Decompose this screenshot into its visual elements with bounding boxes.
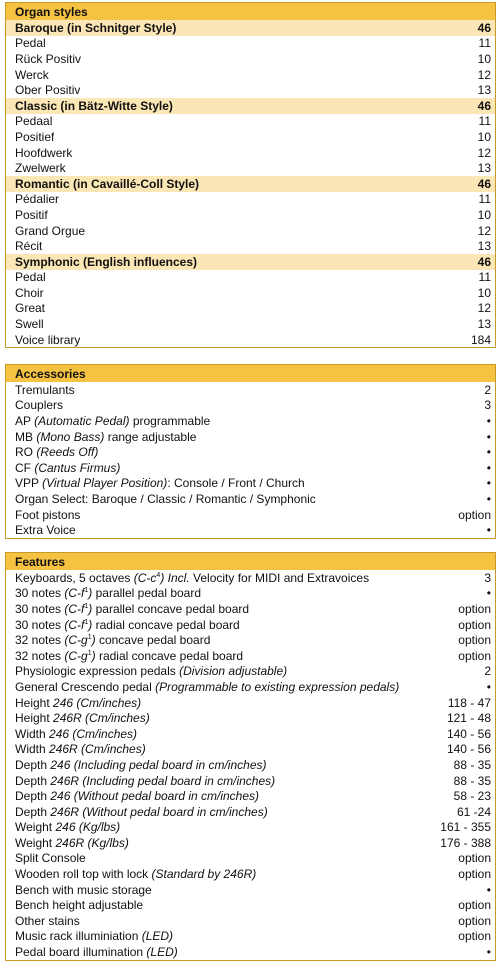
row-value: 58 - 23	[453, 789, 491, 804]
row-label: Positif	[15, 207, 48, 222]
feature-row	[6, 866, 495, 882]
features-rows	[6, 570, 495, 960]
row-label	[15, 398, 63, 412]
row-value: 13	[477, 317, 491, 332]
feature-row	[6, 601, 495, 617]
label-part: programmable	[129, 413, 211, 428]
division-row	[6, 285, 495, 301]
division-row	[6, 332, 495, 348]
label-part: 30 notes	[15, 586, 65, 601]
row-label	[15, 414, 210, 428]
row-value: option	[458, 929, 491, 944]
row-label: Zwelwerk	[15, 161, 66, 176]
row-value: •	[486, 523, 491, 538]
label-part: General Crescendo pedal	[15, 679, 156, 694]
label-part: 246R (Cm/inches)	[53, 711, 150, 726]
row-label: Choir	[15, 285, 44, 300]
accessories-header	[6, 365, 495, 382]
row-value: 140 - 56	[446, 742, 491, 757]
row-label	[15, 929, 173, 943]
superscript: 1	[84, 587, 89, 595]
accessory-row	[6, 507, 495, 523]
superscript: 1	[87, 634, 92, 642]
label-part: 246R (Without pedal board in cm/inches)	[50, 804, 268, 819]
label-part: Weight	[15, 820, 56, 835]
row-label	[15, 898, 143, 912]
row-label	[15, 945, 178, 959]
label-part: Foot pistons	[15, 507, 81, 522]
accessory-row	[6, 444, 495, 460]
feature-row	[6, 929, 495, 945]
row-label: Baroque (in Schnitger Style)	[15, 20, 177, 35]
accessory-row	[6, 476, 495, 492]
accessory-row	[6, 429, 495, 445]
organ-styles-table	[5, 2, 496, 348]
row-label	[15, 742, 146, 756]
row-value: 11	[478, 192, 491, 207]
label-part: 246 (Cm/inches)	[53, 695, 142, 710]
label-part: )	[160, 570, 165, 585]
label-part: RO	[15, 445, 37, 460]
row-value: 13	[477, 83, 491, 98]
feature-row	[6, 944, 495, 960]
row-value: 3	[484, 570, 491, 585]
label-part: )	[91, 633, 96, 648]
row-value: 11	[478, 36, 491, 51]
label-part: Velocity for MIDI and Extravoices	[189, 570, 370, 585]
row-value: •	[486, 882, 491, 897]
division-row	[6, 238, 495, 254]
row-label: Swell	[15, 317, 44, 332]
style-group-row	[6, 98, 495, 114]
label-part: (Automatic Pedal)	[34, 413, 130, 428]
row-value: 10	[477, 285, 491, 300]
feature-row	[6, 617, 495, 633]
label-part: concave pedal board	[95, 633, 211, 648]
division-row	[6, 129, 495, 145]
label-part: (C-g	[64, 633, 88, 648]
superscript: 4	[156, 571, 161, 579]
row-value: 12	[477, 223, 491, 238]
feature-row	[6, 726, 495, 742]
row-label: Classic (in Bätz-Witte Style)	[15, 98, 173, 113]
row-value: option	[458, 851, 491, 866]
row-label	[15, 476, 305, 490]
label-part: )	[88, 601, 93, 616]
feature-row	[6, 882, 495, 898]
accessory-row	[6, 413, 495, 429]
style-group-row	[6, 254, 495, 270]
row-label	[15, 836, 129, 850]
row-value: 11	[478, 270, 491, 285]
label-part: Music rack illuminiation	[15, 929, 142, 944]
feature-row	[6, 788, 495, 804]
label-part: Weight	[15, 835, 56, 850]
label-part: Height	[15, 711, 54, 726]
row-label	[15, 789, 259, 803]
division-row	[6, 67, 495, 83]
label-part: 246 (Without pedal board in cm/inches)	[50, 789, 260, 804]
label-part: )	[88, 586, 93, 601]
label-part: (Division adjustable)	[179, 664, 288, 679]
row-label: Pédalier	[15, 192, 60, 207]
accessories-rows	[6, 382, 495, 538]
division-row	[6, 114, 495, 130]
row-label	[15, 508, 80, 522]
label-part: AP	[15, 413, 35, 428]
row-value: 12	[477, 67, 491, 82]
features-header	[6, 553, 495, 570]
label-part: 32 notes	[15, 633, 65, 648]
row-value: 161 - 355	[440, 820, 491, 835]
row-value: 88 - 35	[453, 773, 491, 788]
accessory-row	[6, 398, 495, 414]
label-part: 246 (Cm/inches)	[49, 726, 138, 741]
row-label	[15, 727, 137, 741]
row-label	[15, 696, 141, 710]
label-part: VPP	[15, 476, 43, 491]
label-part: 246 (Including pedal board in cm/inches)	[50, 757, 267, 772]
label-part: Depth	[15, 804, 51, 819]
label-part: Organ Select: Baroque / Classic / Romantic / Symphonic	[15, 491, 316, 506]
superscript: 1	[84, 602, 89, 610]
row-value: 88 - 35	[453, 757, 491, 772]
row-value: 121 - 48	[446, 711, 491, 726]
label-part: radial concave pedal board	[92, 617, 240, 632]
row-label	[15, 711, 150, 725]
label-part: 30 notes	[15, 617, 65, 632]
row-label: Werck	[15, 67, 49, 82]
feature-row	[6, 851, 495, 867]
label-part: 30 notes	[15, 601, 65, 616]
row-label	[15, 383, 75, 397]
feature-row	[6, 664, 495, 680]
label-part: Other stains	[15, 913, 80, 928]
row-label	[15, 664, 287, 678]
row-label: Great	[15, 301, 46, 316]
row-label: Pedal	[15, 270, 46, 285]
row-value: 13	[477, 239, 491, 254]
division-row	[6, 51, 495, 67]
label-part: (C-g	[64, 648, 88, 663]
feature-row	[6, 695, 495, 711]
row-value: 12	[477, 301, 491, 316]
row-label: Positief	[15, 129, 55, 144]
label-part: Split Console	[15, 851, 86, 866]
row-value: 10	[477, 51, 491, 66]
row-value: 10	[477, 129, 491, 144]
feature-row	[6, 648, 495, 664]
feature-row	[6, 679, 495, 695]
row-label	[15, 680, 399, 694]
row-label: Symphonic (English influences)	[15, 254, 198, 269]
row-value: 46	[477, 254, 491, 269]
label-part: (Cantus Firmus)	[34, 460, 121, 475]
style-group-row	[6, 20, 495, 36]
row-label	[15, 805, 268, 819]
label-part: Tremulants	[15, 382, 75, 397]
label-part: (Reeds Off)	[36, 445, 99, 460]
organ-styles-header	[6, 3, 495, 20]
row-label	[15, 618, 240, 632]
row-label: Hoofdwerk	[15, 145, 73, 160]
division-row	[6, 207, 495, 223]
row-label: Pedal	[15, 36, 46, 51]
row-value: 2	[484, 664, 491, 679]
label-part: Depth	[15, 789, 51, 804]
row-label	[15, 492, 316, 506]
row-label: Ober Positiv	[15, 83, 81, 98]
organ-styles-title: Organ styles	[15, 4, 88, 19]
division-row	[6, 223, 495, 239]
superscript: 1	[87, 649, 92, 657]
row-value: 176 - 388	[440, 835, 491, 850]
row-label	[15, 461, 120, 475]
row-value: option	[458, 601, 491, 616]
row-value: 184	[470, 332, 491, 347]
feature-row	[6, 820, 495, 836]
label-part: (C-c	[133, 570, 157, 585]
label-part: 246R (Including pedal board in cm/inches)	[50, 773, 276, 788]
label-part: (C-f	[64, 617, 85, 632]
organ-styles-rows	[6, 20, 495, 347]
row-value: option	[458, 867, 491, 882]
row-label	[15, 820, 120, 834]
division-row	[6, 270, 495, 286]
features-title: Features	[15, 554, 66, 569]
label-part: Depth	[15, 773, 51, 788]
label-part: Keyboards, 5 octaves	[15, 570, 134, 585]
row-label	[15, 445, 98, 459]
row-value: 61 -24	[456, 804, 491, 819]
label-part: range adjustable	[104, 429, 197, 444]
row-value: •	[486, 413, 491, 428]
label-part: )	[88, 617, 93, 632]
row-label	[15, 649, 243, 663]
feature-row	[6, 710, 495, 726]
row-value: 46	[477, 98, 491, 113]
row-label	[15, 602, 249, 616]
row-label: Récit	[15, 239, 43, 254]
accessories-title: Accessories	[15, 366, 86, 381]
row-value: 10	[477, 207, 491, 222]
label-part: Bench with music storage	[15, 882, 152, 897]
row-value: •	[486, 429, 491, 444]
label-part: Width	[15, 742, 50, 757]
row-label: Romantic (in Cavaillé-Coll Style)	[15, 176, 200, 191]
row-value: option	[458, 617, 491, 632]
label-part: (C-f	[64, 586, 85, 601]
feature-row	[6, 804, 495, 820]
row-label: Rück Positiv	[15, 51, 82, 66]
label-part: Bench height adjustable	[15, 898, 144, 913]
row-label	[15, 430, 196, 444]
row-value: •	[486, 586, 491, 601]
row-value: •	[486, 445, 491, 460]
label-part: Depth	[15, 757, 51, 772]
row-label	[15, 633, 210, 647]
feature-row	[6, 757, 495, 773]
accessory-row	[6, 460, 495, 476]
label-part: Pedal board illumination	[15, 945, 147, 960]
row-label: Grand Orgue	[15, 223, 86, 238]
superscript: 1	[84, 618, 89, 626]
label-part: MB	[15, 429, 37, 444]
label-part: (C-f	[64, 601, 85, 616]
label-part: Incl.	[167, 570, 190, 585]
row-label	[15, 851, 86, 865]
row-label	[15, 867, 256, 881]
label-part: 246R (Kg/lbs)	[55, 835, 129, 850]
division-row	[6, 160, 495, 176]
row-value: option	[458, 898, 491, 913]
row-value: 12	[477, 145, 491, 160]
label-part: 246 (Kg/lbs)	[55, 820, 121, 835]
row-value: option	[458, 648, 491, 663]
label-part: radial concave pedal board	[95, 648, 244, 663]
row-value: •	[486, 476, 491, 491]
row-label	[15, 758, 267, 772]
feature-row	[6, 773, 495, 789]
division-row	[6, 145, 495, 161]
row-value: 3	[484, 398, 491, 413]
row-value: •	[486, 679, 491, 694]
row-value: •	[486, 491, 491, 506]
label-part: Physiologic expression pedals	[15, 664, 180, 679]
label-part: 246R (Cm/inches)	[49, 742, 146, 757]
label-part: Extra Voice	[15, 523, 76, 538]
division-row	[6, 316, 495, 332]
label-part: (Programmable to existing expression pedals)	[155, 679, 400, 694]
division-row	[6, 82, 495, 98]
accessory-row	[6, 491, 495, 507]
label-part: (Mono Bass)	[36, 429, 105, 444]
division-row	[6, 192, 495, 208]
feature-row	[6, 742, 495, 758]
label-part: (Virtual Player Position)	[42, 476, 168, 491]
features-table	[5, 552, 496, 961]
row-value: 46	[477, 20, 491, 35]
division-row	[6, 301, 495, 317]
accessories-table	[5, 364, 496, 539]
label-part: parallel concave pedal board	[92, 601, 250, 616]
label-part: Width	[15, 726, 50, 741]
label-part: (LED)	[141, 929, 174, 944]
row-label: Pedaal	[15, 114, 53, 129]
feature-row	[6, 913, 495, 929]
label-part: (LED)	[146, 945, 178, 960]
label-part: )	[91, 648, 96, 663]
feature-row	[6, 835, 495, 851]
row-label	[15, 571, 369, 585]
row-label: Voice library	[15, 332, 81, 347]
row-value: option	[458, 633, 491, 648]
row-label	[15, 883, 152, 897]
feature-row	[6, 897, 495, 913]
row-value: •	[486, 945, 491, 960]
feature-row	[6, 632, 495, 648]
row-value: 46	[477, 176, 491, 191]
row-value: 13	[477, 161, 491, 176]
row-value: 2	[484, 382, 491, 397]
row-value: option	[458, 507, 491, 522]
accessory-row	[6, 382, 495, 398]
division-row	[6, 36, 495, 52]
label-part: CF	[15, 460, 35, 475]
row-value: 11	[478, 114, 491, 129]
row-label	[15, 523, 76, 537]
feature-row	[6, 570, 495, 586]
label-part: parallel pedal board	[92, 586, 202, 601]
row-label	[15, 914, 80, 928]
row-value: •	[486, 460, 491, 475]
label-part: (Standard by 246R)	[151, 867, 257, 882]
row-label	[15, 774, 275, 788]
accessory-row	[6, 522, 495, 538]
feature-row	[6, 586, 495, 602]
row-value: option	[458, 913, 491, 928]
style-group-row	[6, 176, 495, 192]
label-part: Height	[15, 695, 54, 710]
label-part: 32 notes	[15, 648, 65, 663]
label-part: : Console / Front / Church	[167, 476, 305, 491]
label-part: Wooden roll top with lock	[15, 867, 152, 882]
label-part: Couplers	[15, 398, 64, 413]
row-value: 118 - 47	[447, 695, 491, 710]
row-label	[15, 586, 201, 600]
row-value: 140 - 56	[446, 726, 491, 741]
